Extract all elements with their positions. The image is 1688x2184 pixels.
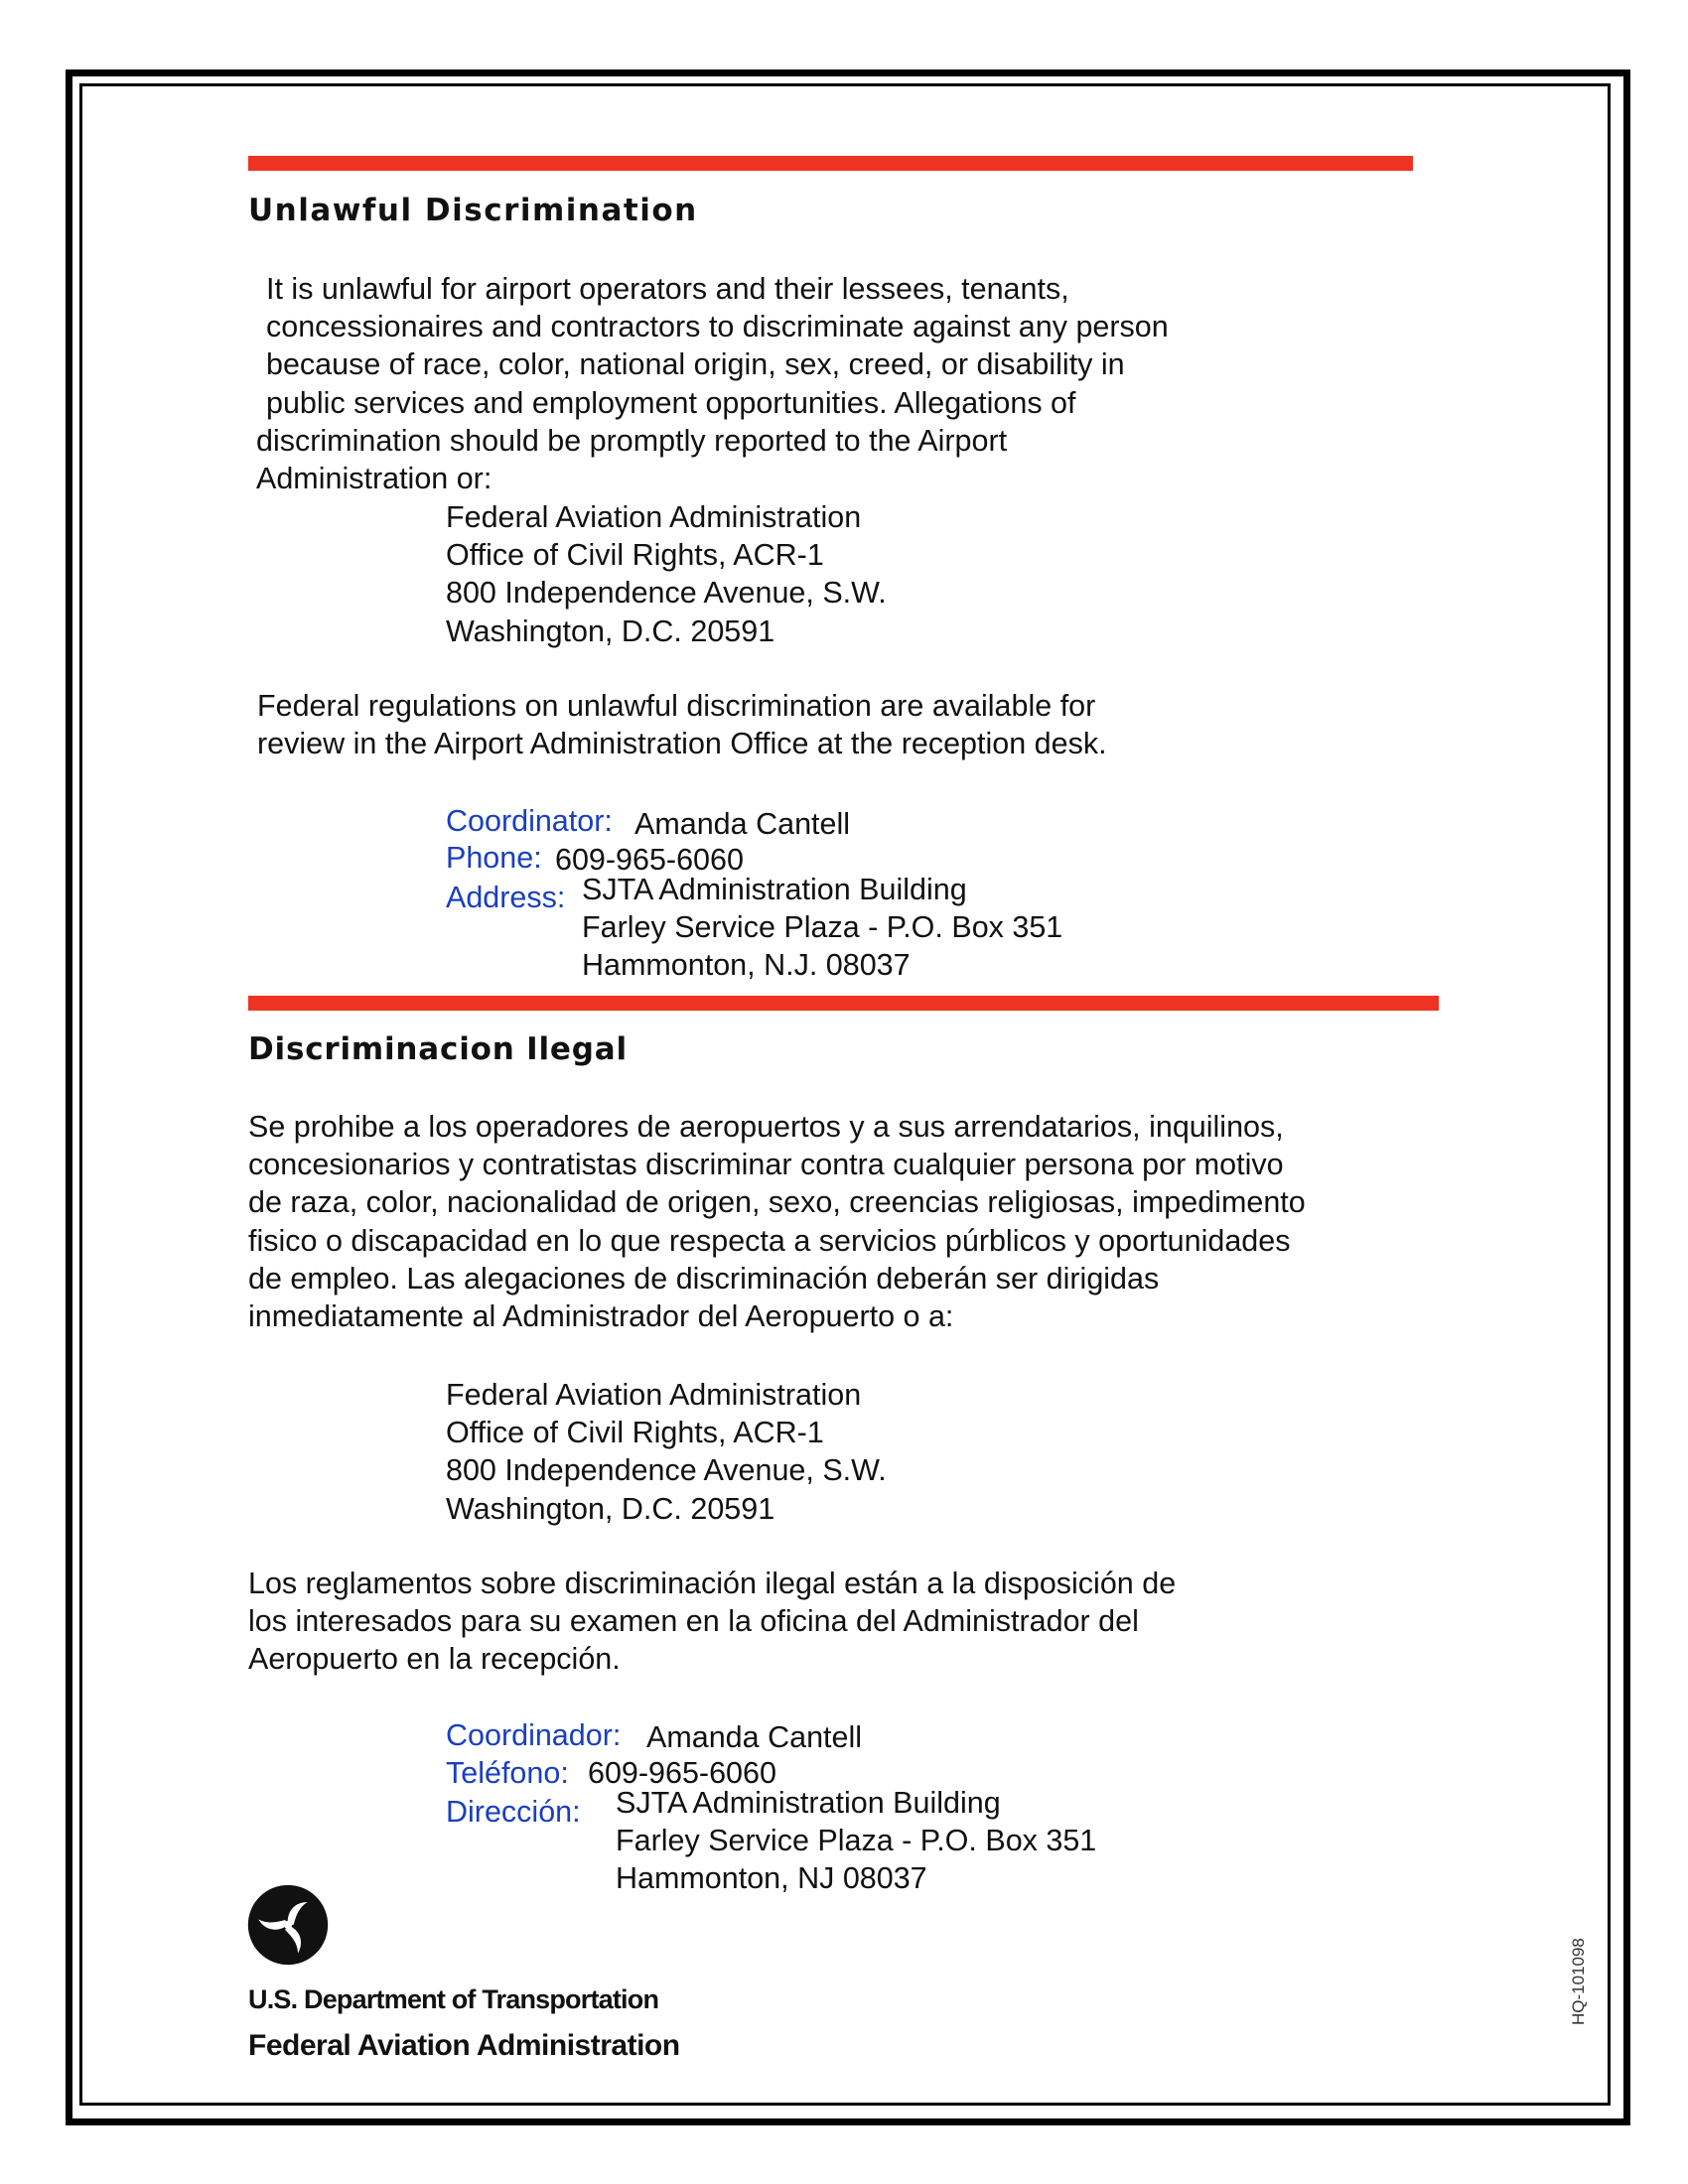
phone-value: 609-965-6060 bbox=[555, 843, 744, 877]
coordinador-label: Coordinador: bbox=[446, 1718, 622, 1752]
sjta-address-english bbox=[582, 871, 1062, 985]
english-regulations bbox=[257, 687, 1107, 762]
address-label: Address: bbox=[446, 881, 566, 914]
address-line: 800 Independence Avenue, S.W. bbox=[446, 1453, 887, 1488]
paragraph-line: public services and employment opportunities. Allegations of bbox=[266, 385, 1076, 420]
direccion-label: Dirección: bbox=[446, 1795, 581, 1829]
red-divider-middle bbox=[248, 996, 1439, 1011]
heading-english: Unlawful Discrimination bbox=[248, 193, 698, 228]
heading-spanish: Discriminacion Ilegal bbox=[248, 1031, 628, 1067]
faa-address-english bbox=[446, 498, 887, 650]
document-id: HQ-101098 bbox=[1569, 1938, 1588, 2025]
address-line: SJTA Administration Building bbox=[582, 873, 967, 906]
paragraph-line: It is unlawful for airport operators and their lessees, tenants, bbox=[266, 272, 1069, 306]
english-paragraph bbox=[256, 270, 1169, 497]
paragraph-line: concesionarios y contratistas discriminar contra cualquier persona por motivo bbox=[248, 1148, 1284, 1182]
address-line: Office of Civil Rights, ACR-1 bbox=[446, 538, 824, 573]
paragraph-line: concessionaires and contractors to discriminate against any person bbox=[266, 310, 1169, 344]
telefono-label: Teléfono: bbox=[446, 1756, 569, 1790]
regulations-line: los interesados para su examen en la oficina del Administrador del bbox=[248, 1604, 1139, 1639]
paragraph-line: Se prohibe a los operadores de aeropuertos y a sus arrendatarios, inquilinos, bbox=[248, 1110, 1284, 1144]
address-line: Federal Aviation Administration bbox=[446, 1378, 862, 1412]
coordinator-label: Coordinator: bbox=[446, 804, 613, 838]
faa-address-spanish bbox=[446, 1376, 887, 1528]
regulations-line: Los reglamentos sobre discriminación ilegal están a la disposición de bbox=[248, 1567, 1177, 1600]
paragraph-line: discrimination should be promptly reported to the Airport bbox=[256, 423, 1008, 458]
dot-tri-swirl-logo-icon bbox=[247, 1884, 329, 1966]
regulations-line: Federal regulations on unlawful discrimination are available for bbox=[257, 689, 1096, 723]
paragraph-line: de empleo. Las alegaciones de discriminación deberán ser dirigidas bbox=[248, 1261, 1160, 1296]
address-line: Hammonton, N.J. 08037 bbox=[582, 948, 911, 983]
address-line: Office of Civil Rights, ACR-1 bbox=[446, 1416, 824, 1450]
spanish-paragraph bbox=[248, 1108, 1306, 1335]
address-line: Washington, D.C. 20591 bbox=[446, 614, 775, 648]
coordinador-value: Amanda Cantell bbox=[646, 1720, 863, 1754]
department-name: U.S. Department of Transportation bbox=[248, 1984, 659, 2014]
red-divider-top bbox=[248, 156, 1413, 171]
paragraph-line: fisico o discapacidad en lo que respecta a servicios púrblicos y oportunidades bbox=[248, 1223, 1291, 1258]
spanish-regulations bbox=[248, 1565, 1176, 1679]
address-line: Hammonton, NJ 08037 bbox=[616, 1861, 927, 1896]
paragraph-line: de raza, color, nacionalidad de origen, sexo, creencias religiosas, impedimento bbox=[248, 1185, 1306, 1220]
address-line: Federal Aviation Administration bbox=[446, 500, 862, 534]
address-line: Farley Service Plaza - P.O. Box 351 bbox=[582, 910, 1063, 945]
agency-name: Federal Aviation Administration bbox=[248, 2029, 680, 2062]
paragraph-line: because of race, color, national origin, sex, creed, or disability in bbox=[266, 347, 1125, 382]
address-line: 800 Independence Avenue, S.W. bbox=[446, 576, 887, 611]
paragraph-line: inmediatamente al Administrador del Aeropuerto o a: bbox=[248, 1299, 954, 1334]
coordinator-value: Amanda Cantell bbox=[634, 807, 851, 841]
regulations-line: Aeropuerto en la recepción. bbox=[248, 1642, 621, 1677]
telefono-value: 609-965-6060 bbox=[588, 1756, 776, 1790]
address-line: Farley Service Plaza - P.O. Box 351 bbox=[616, 1824, 1097, 1858]
phone-label: Phone: bbox=[446, 841, 542, 875]
address-line: SJTA Administration Building bbox=[616, 1786, 1001, 1820]
address-line: Washington, D.C. 20591 bbox=[446, 1491, 775, 1526]
regulations-line: review in the Airport Administration Office at the reception desk. bbox=[257, 727, 1107, 761]
paragraph-line: Administration or: bbox=[256, 462, 492, 496]
sjta-address-spanish bbox=[616, 1784, 1096, 1898]
